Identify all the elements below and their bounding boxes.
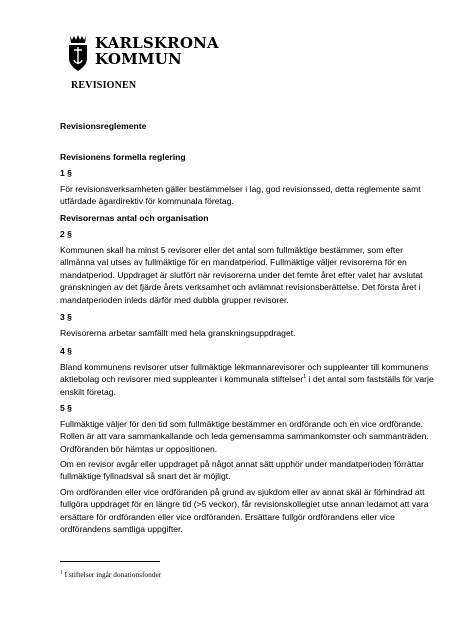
paragraph-1-text: För revisionsverksamheten gäller bestämmelser i lag, god revisionssed, detta reglemente samt utfärdade ägardirektiv för kommunala företag. <box>60 184 421 207</box>
org-name-line2: KOMMUN <box>95 50 182 68</box>
municipality-logo <box>66 34 219 76</box>
paragraph-4-label: 4 § <box>60 346 72 356</box>
paragraph-5-text-2: Om en revisor avgår eller uppdraget på något annat sätt upphör under mandatperioden förrättar fullmäktige fyllnadsval så snart det är möjligt. <box>60 459 425 482</box>
footnote-mark: 1 <box>60 569 63 576</box>
organization-name <box>95 35 219 67</box>
paragraph-2-text: Kommunen skall ha minst 5 revisorer eller det antal som fullmäktige bestämmer, som efter allmänna val utses av fullmäktige för en mandatperiod. Fullmäktige väljer revisorerna för en mandatperiod. Uppdraget är slutfört när revisorerna under det femte året efter valet har avslutat granskningen av det fjärde årets verksamhet och avlämnat revisionsberättelse. Det första året i mandatperioden inleds därför med dubbla grupper revisorer. <box>60 245 423 305</box>
footnote-divider <box>60 561 160 562</box>
paragraph-3-text: Revisorerna arbetar samfällt med hela granskningsuppdraget. <box>60 328 296 338</box>
footnote-text: I stiftelser ingår donationsfonder <box>62 570 162 579</box>
coat-of-arms-icon <box>66 34 90 72</box>
paragraph-5-text-3: Om ordföranden eller vice ordföranden på grund av sjukdom eller av annat skäl är förhindrad att fullgöra uppdraget för en längre tid (>5 veckor), får revisionskollegiet utse annan ledamot att vara ersättare för ordföranden eller vice ordföranden. Ersättare fullgör ordförandens eller vice ordförandens samtliga uppgifter. <box>60 487 429 535</box>
footnote-reference: 1 <box>303 374 307 381</box>
paragraph-4-text: Bland kommunens revisorer utser fullmäktige lekmannarevisorer och suppleanter till kommunens aktiebolag och revisorer med suppleanter i kommunala stiftelser$^1$ i det antal som fastställs för varje enskilt företag. <box>60 362 434 397</box>
department-name: REVISIONEN <box>71 80 137 91</box>
section-heading-auditors: Revisorernas antal och organisation <box>60 213 209 223</box>
paragraph-1-label: 1 § <box>60 168 72 178</box>
paragraph-3-label: 3 § <box>60 312 72 322</box>
paragraph-2-label: 2 § <box>60 229 72 239</box>
section-heading-formal-regulation: Revisionens formella reglering <box>60 152 186 162</box>
document-title: Revisionsreglemente <box>60 121 147 131</box>
footnote <box>60 570 161 579</box>
paragraph-5-text: Fullmäktige väljer för den tid som fullmäktige bestämmer en ordförande och en vice ordförande. Rollen är att vara sammankallande och leda gemensamma sammankomster och sammanträden. Ordföranden bör hämtas ur oppositionen. <box>60 419 429 454</box>
paragraph-5-label: 5 § <box>60 403 72 413</box>
org-name-line1: KARLSKRONA <box>95 34 219 52</box>
